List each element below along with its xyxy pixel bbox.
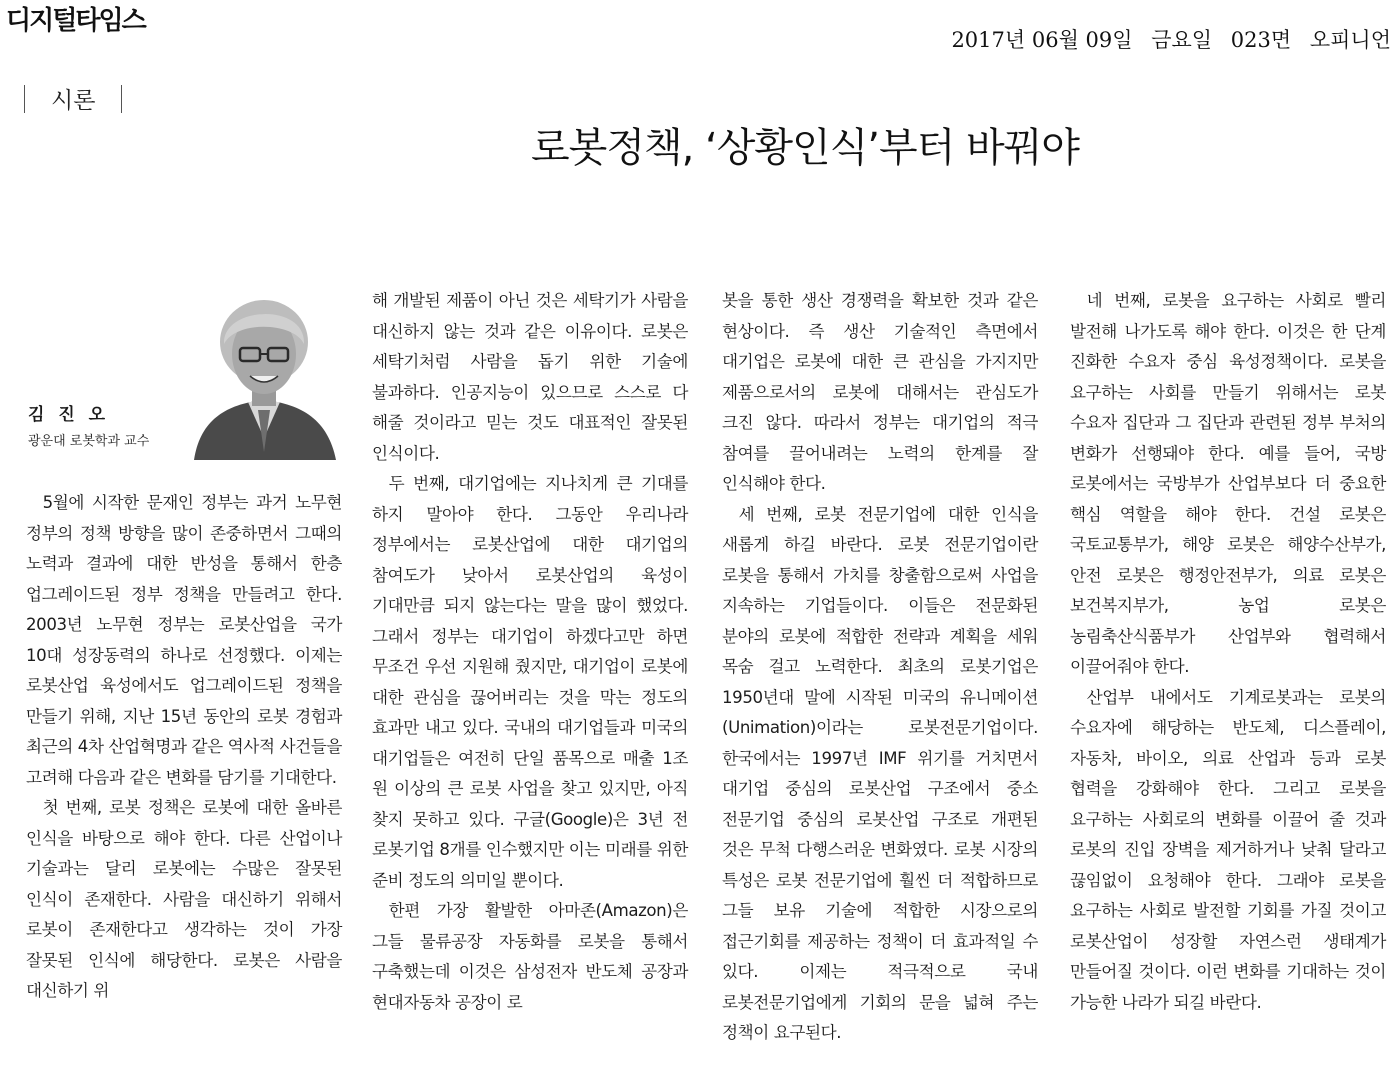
paragraph: 산업부 내에서도 기계로봇과는 로봇의 수요자에 해당하는 반도체, 디스플레이, 자동차, 바이오, 의료 산업과 등과 로봇 협력을 강화해야 한다. 그리고 로봇을 요구하는 사회로의 변화를 이끌어 줄 것과 로봇의 진입 장벽을 제거하거나 낮춰 달라고 끊임없이 요청해야 한다. 그래야 로봇을 요구하는 사회로 발전할 기회를 가질 것이고 로봇산업이 성장할 자연스런 생태계가 만들어질 것이다. 이런 변화를 기대하는 것이 가능한 나라가 되길 바란다.	[1070, 687, 1386, 1012]
author-title: 광운대 로봇학과 교수	[28, 434, 150, 449]
paragraph: 세 번째, 로봇 전문기업에 대한 인식을 새롭게 하길 바란다. 로봇 전문기업이란 로봇을 통해서 가치를 창출함으로써 사업을 지속하는 기업들이다. 이들은 전문화된 분야의 로봇에 적합한 전략과 계획을 세워 목숨 걸고 노력한다. 최초의 로봇기업은 1950년대 말에 시작된 미국의 유니메이션(Unimation)이라는 로봇전문기업이다. 한국에서는 1997년 IMF 위기를 거치면서 대기업 중심의 로봇산업 구조에서 중소 전문기업 중심의 로봇산업 구조로 개편된 것은 무척 다행스러운 변화였다. 로봇 시장의 특성은 로봇 전문기업에 훨씬 더 적합하므로 그들 보유 기술에 적합한 시장으로의 접근기회를 제공하는 정책이 더 효과적일 수 있다. 이제는 적극적으로 국내 로봇전문기업에게 기회의 문을 넓혀 주는 정책이 요구된다.	[722, 504, 1038, 1042]
masthead-logo: 디지털타임스	[6, 6, 145, 36]
article-column-1	[26, 488, 342, 1007]
column-label	[24, 82, 122, 115]
paragraph: 5월에 시작한 문재인 정부는 과거 노무현 정부의 정책 방향을 많이 존중하면서 그때의 노력과 결과에 대한 반성을 통해서 한층 업그레이드된 정부 정책을 만들려고 한다. 2003년 노무현 정부는 로봇산업을 국가 10대 성장동력의 하나로 선정했다. 이제는 로봇산업 육성에서도 업그레이드된 정책을 만들기 위해, 지난 15년 동안의 로봇 경험과 최근의 4차 산업혁명과 같은 역사적 사건들을 고려해 다음과 같은 변화를 담기를 기대한다.	[26, 493, 342, 787]
paragraph: 봇을 통한 생산 경쟁력을 확보한 것과 같은 현상이다. 즉 생산 기술적인 측면에서 대기업은 로봇에 대한 큰 관심을 가지지만 제품으로서의 로봇에 대해서는 관심도가 크진 않다. 따라서 정부는 대기업의 적극 참여를 끌어내려는 노력의 한계를 잘 인식해야 한다.	[722, 291, 1038, 493]
dateline	[939, 24, 1391, 54]
paragraph: 해 개발된 제품이 아닌 것은 세탁기가 사람을 대신하지 않는 것과 같은 이유이다. 로봇은 세탁기처럼 사람을 돕기 위한 기술에 불과하다. 인공지능이 있으므로 스스로 다 해줄 것이라고 믿는 것도 대표적인 잘못된 인식이다.	[372, 291, 688, 463]
issue-weekday: 금요일	[1151, 28, 1213, 52]
paragraph: 첫 번째, 로봇 정책은 로봇에 대한 올바른 인식을 바탕으로 해야 한다. 다른 산업이나 기술과는 달리 로봇에는 수많은 잘못된 인식이 존재한다. 사람을 대신하기 위해서 로봇이 존재한다고 생각하는 것이 가장 잘못된 인식에 해당한다. 로봇은 사람을 대신하기 위	[26, 798, 342, 1000]
page-number: 023면	[1230, 28, 1292, 52]
divider	[121, 85, 122, 113]
article-column-2	[372, 286, 688, 1018]
paragraph: 두 번째, 대기업에는 지나치게 큰 기대를 하지 말아야 한다. 그동안 우리나라 정부에서는 로봇산업에 대한 대기업의 참여도가 낮아서 로봇산업의 육성이 기대만큼 되지 않는다는 말을 많이 했었다. 그래서 정부는 대기업이 하겠다고만 하면 무조건 우선 지원해 줬지만, 대기업이 로봇에 대한 관심을 끊어버리는 것을 막는 정도의 효과만 내고 있다. 국내의 대기업들과 미국의 대기업들은 여전히 단일 품목으로 매출 1조 원 이상의 큰 로봇 사업을 찾고 있지만, 아직 찾지 못하고 있다. 구글(Google)은 3년 전 로봇기업 8개를 인수했지만 이는 미래를 위한 준비 정도의 의미일 뿐이다.	[372, 474, 688, 890]
issue-date: 2017년 06월 09일	[951, 28, 1133, 52]
article-column-3	[722, 286, 1038, 1049]
divider	[24, 85, 25, 113]
author-portrait	[186, 292, 342, 460]
headline: 로봇정책, ‘상황인식’부터 바꿔야	[531, 125, 1079, 171]
section-name: 오피니언	[1309, 28, 1391, 52]
author-name: 김 진 오	[28, 405, 110, 425]
column-label-text: 시론	[51, 88, 96, 114]
article-column-4	[1070, 286, 1386, 1018]
paragraph: 한편 가장 활발한 아마존(Amazon)은 그들 물류공장 자동화를 로봇을 통해서 구축했는데 이것은 삼성전자 반도체 공장과 현대자동차 공장이 로	[372, 901, 688, 1012]
author-box	[26, 292, 342, 460]
paragraph: 네 번째, 로봇을 요구하는 사회로 빨리 발전해 나가도록 해야 한다. 이것은 한 단계 진화한 수요자 중심 육성정책이다. 로봇을 요구하는 사회를 만들기 위해서는 로봇 수요자 집단과 그 집단과 관련된 정부 부처의 변화가 선행돼야 한다. 예를 들어, 국방 로봇에서는 국방부가 산업부보다 더 중요한 핵심 역할을 해야 한다. 건설 로봇은 국토교통부가, 해양 로봇은 해양수산부가, 안전 로봇은 행정안전부가, 의료 로봇은 보건복지부가, 농업 로봇은 농림축산식품부가 산업부와 협력해서 이끌어줘야 한다.	[1070, 291, 1386, 676]
